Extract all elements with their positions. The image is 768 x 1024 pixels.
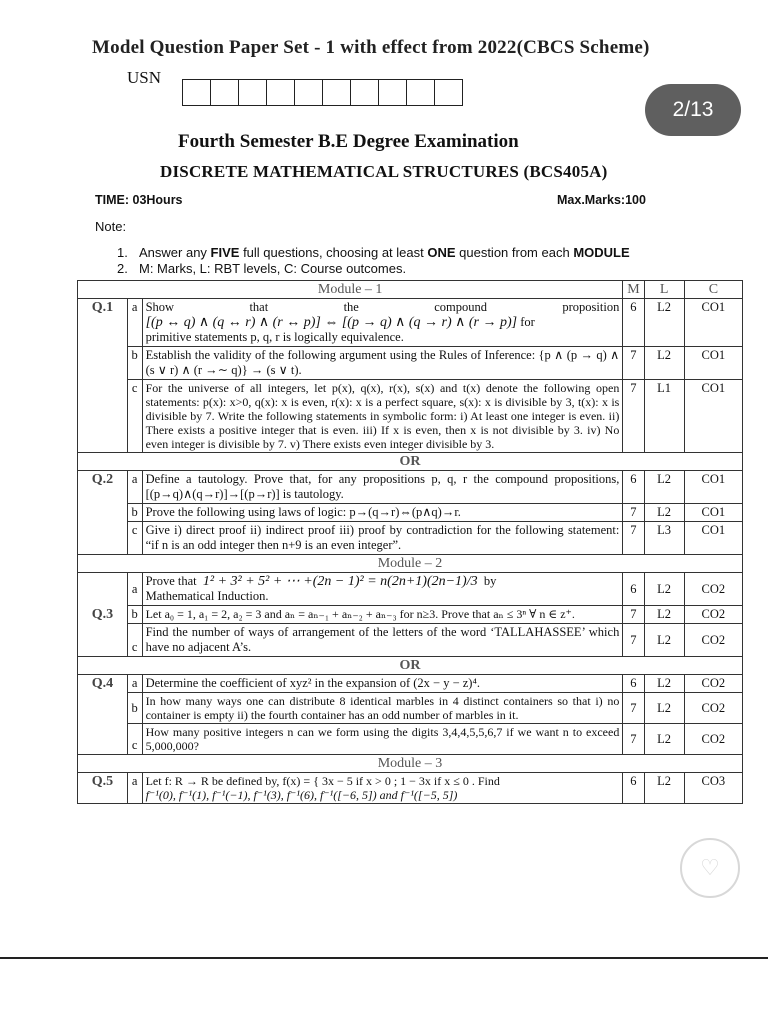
exam-title: Fourth Semester B.E Degree Examination bbox=[178, 131, 519, 152]
outcome-cell: CO3 bbox=[684, 773, 742, 804]
usn-box bbox=[323, 80, 351, 105]
usn-boxes bbox=[182, 79, 463, 106]
outcome-cell: CO2 bbox=[684, 675, 742, 693]
usn-box bbox=[239, 80, 267, 105]
outcome-cell: CO1 bbox=[684, 380, 742, 453]
question-number: Q.4 bbox=[78, 675, 128, 755]
level-cell: L2 bbox=[644, 606, 684, 624]
module-title: Module – 3 bbox=[78, 755, 743, 773]
question-row bbox=[78, 347, 743, 380]
usn-box bbox=[407, 80, 435, 105]
page-indicator-badge[interactable]: 2/13 bbox=[645, 84, 741, 136]
usn-box bbox=[211, 80, 239, 105]
question-text: Show that the compound proposition [(p ↔ q) ∧ (q ↔ r) ∧ (r ↔ p)] ⇔ [(p → q) ∧ (q → r) ∧ (r → p)] for primitive statements p, q, r is logically equivalence. bbox=[142, 299, 623, 347]
heart-logo-icon: ♡ bbox=[680, 838, 740, 898]
question-number: Q.3 bbox=[78, 573, 128, 657]
level-cell: L2 bbox=[644, 504, 684, 522]
bottom-divider bbox=[0, 957, 768, 959]
question-row bbox=[78, 380, 743, 453]
question-text: Establish the validity of the following argument using the Rules of Inference: {p ∧ (p → q) ∧ (s ∨ r) ∧ (r →∼ q)} → (s ∨ t). bbox=[142, 347, 623, 380]
note-label: Note: bbox=[95, 219, 127, 234]
level-cell: L2 bbox=[644, 573, 684, 606]
part-letter: c bbox=[127, 724, 142, 755]
part-letter: b bbox=[127, 606, 142, 624]
part-letter: a bbox=[127, 299, 142, 347]
usn-box bbox=[351, 80, 379, 105]
question-number: Q.1 bbox=[78, 299, 128, 453]
usn-box bbox=[295, 80, 323, 105]
part-letter: b bbox=[127, 504, 142, 522]
cropped-page-header: Model Question Paper Set - 1 with effect from 2022(CBCS Scheme) bbox=[92, 37, 650, 58]
part-letter: a bbox=[127, 573, 142, 606]
marks-cell: 6 bbox=[623, 299, 644, 347]
question-row bbox=[78, 773, 743, 804]
question-row bbox=[78, 606, 743, 624]
outcome-cell: CO1 bbox=[684, 347, 742, 380]
level-cell: L2 bbox=[644, 724, 684, 755]
marks-cell: 7 bbox=[623, 693, 644, 724]
question-text: Find the number of ways of arrangement of the letters of the word ‘TALLAHASSEE’ which have no adjacent A’s. bbox=[142, 624, 623, 657]
marks-cell: 6 bbox=[623, 675, 644, 693]
part-letter: c bbox=[127, 624, 142, 657]
usn-box bbox=[267, 80, 295, 105]
part-letter: c bbox=[127, 522, 142, 555]
question-row bbox=[78, 624, 743, 657]
question-text: Let f: R → R be defined by, f(x) = { 3x − 5 if x > 0 ; 1 − 3x if x ≤ 0 . Find f⁻¹(0), f⁻¹(1), f⁻¹(−1), f⁻¹(3), f⁻¹(6), f⁻¹([−6, 5]) and f⁻¹([−5, 5]) bbox=[142, 773, 623, 804]
col-header-level: L bbox=[644, 281, 684, 299]
subject-title: DISCRETE MATHEMATICAL STRUCTURES (BCS405A) bbox=[160, 162, 608, 181]
question-table bbox=[77, 280, 743, 804]
outcome-cell: CO2 bbox=[684, 693, 742, 724]
usn-box bbox=[183, 80, 211, 105]
marks-cell: 7 bbox=[623, 522, 644, 555]
question-row bbox=[78, 675, 743, 693]
marks-cell: 7 bbox=[623, 724, 644, 755]
question-row bbox=[78, 573, 743, 606]
marks-cell: 7 bbox=[623, 347, 644, 380]
marks-cell: 7 bbox=[623, 624, 644, 657]
marks-cell: 7 bbox=[623, 380, 644, 453]
module-header-row bbox=[78, 281, 743, 299]
part-letter: a bbox=[127, 675, 142, 693]
question-text: Prove that 1² + 3² + 5² + ⋯ +(2n − 1)² = n(2n+1)(2n−1)/3 by Mathematical Induction. bbox=[142, 573, 623, 606]
outcome-cell: CO1 bbox=[684, 471, 742, 504]
module-title: Module – 1 bbox=[78, 281, 623, 299]
level-cell: L1 bbox=[644, 380, 684, 453]
part-letter: c bbox=[127, 380, 142, 453]
question-number: Q.2 bbox=[78, 471, 128, 555]
marks-cell: 7 bbox=[623, 504, 644, 522]
usn-box bbox=[435, 80, 462, 105]
level-cell: L2 bbox=[644, 624, 684, 657]
col-header-outcome: C bbox=[684, 281, 742, 299]
question-row bbox=[78, 471, 743, 504]
question-row bbox=[78, 724, 743, 755]
or-label: OR bbox=[78, 453, 743, 471]
outcome-cell: CO2 bbox=[684, 724, 742, 755]
instruction-item: 2. M: Marks, L: RBT levels, C: Course outcomes. bbox=[117, 261, 407, 276]
question-text: Give i) direct proof ii) indirect proof iii) proof by contradiction for the following statement: “if n is an odd integer then n+9 is an even integer”. bbox=[142, 522, 623, 555]
module-title: Module – 2 bbox=[78, 555, 743, 573]
level-cell: L3 bbox=[644, 522, 684, 555]
question-text: For the universe of all integers, let p(x), q(x), r(x), s(x) and t(x) denote the following open statements: p(x): x>0, q(x): x is even, r(x): x is a perfect square, s(x): x is divisible by 3, t(x): x is divisible by 7. Write the following statements in symbolic form: i) At least one integer is even. ii) There exists a positive integer that is even. iii) If x is even, then x is not divisible by 3. iv) No even integer is divisible by 7. v) There exists even integer divisible by 3. bbox=[142, 380, 623, 453]
level-cell: L2 bbox=[644, 347, 684, 380]
question-row bbox=[78, 504, 743, 522]
outcome-cell: CO1 bbox=[684, 299, 742, 347]
part-letter: b bbox=[127, 347, 142, 380]
col-header-marks: M bbox=[623, 281, 644, 299]
marks-cell: 6 bbox=[623, 471, 644, 504]
instructions-list bbox=[117, 245, 630, 277]
max-marks: Max.Marks:100 bbox=[557, 193, 646, 207]
level-cell: L2 bbox=[644, 299, 684, 347]
level-cell: L2 bbox=[644, 773, 684, 804]
question-text: In how many ways one can distribute 8 identical marbles in 4 distinct containers so that i) no container is empty ii) the fourth container has an odd number of marbles in it. bbox=[142, 693, 623, 724]
outcome-cell: CO2 bbox=[684, 606, 742, 624]
usn-label: USN bbox=[127, 68, 162, 87]
or-divider-row bbox=[78, 657, 743, 675]
question-text: Let a₀ = 1, a₁ = 2, a₂ = 3 and aₙ = aₙ₋₁ + aₙ₋₂ + aₙ₋₃ for n≥3. Prove that aₙ ≤ 3ⁿ ∀ n ∈ z⁺. bbox=[142, 606, 623, 624]
part-letter: a bbox=[127, 773, 142, 804]
question-number: Q.5 bbox=[78, 773, 128, 804]
outcome-cell: CO1 bbox=[684, 522, 742, 555]
level-cell: L2 bbox=[644, 471, 684, 504]
part-letter: b bbox=[127, 693, 142, 724]
exam-time: TIME: 03Hours bbox=[95, 193, 183, 207]
level-cell: L2 bbox=[644, 693, 684, 724]
outcome-cell: CO2 bbox=[684, 624, 742, 657]
question-row bbox=[78, 522, 743, 555]
question-text: Determine the coefficient of xyz² in the expansion of (2x − y − z)⁴. bbox=[142, 675, 623, 693]
or-label: OR bbox=[78, 657, 743, 675]
module-header-row bbox=[78, 755, 743, 773]
question-row bbox=[78, 299, 743, 347]
outcome-cell: CO1 bbox=[684, 504, 742, 522]
level-cell: L2 bbox=[644, 675, 684, 693]
usn-box bbox=[379, 80, 407, 105]
marks-cell: 6 bbox=[623, 773, 644, 804]
marks-cell: 6 bbox=[623, 573, 644, 606]
module-header-row bbox=[78, 555, 743, 573]
question-text: Prove the following using laws of logic: p→(q→r)⇔(p∧q)→r. bbox=[142, 504, 623, 522]
question-row bbox=[78, 693, 743, 724]
question-text: Define a tautology. Prove that, for any propositions p, q, r the compound propositions, [(p→q)∧(q→r)]→[(p→r)] is tautology. bbox=[142, 471, 623, 504]
marks-cell: 7 bbox=[623, 606, 644, 624]
question-text: How many positive integers n can we form using the digits 3,4,4,5,5,6,7 if we want n to exceed 5,000,000? bbox=[142, 724, 623, 755]
part-letter: a bbox=[127, 471, 142, 504]
instruction-item: 1. Answer any FIVE full questions, choosing at least ONE question from each MODULE bbox=[117, 245, 630, 260]
outcome-cell: CO2 bbox=[684, 573, 742, 606]
or-divider-row bbox=[78, 453, 743, 471]
